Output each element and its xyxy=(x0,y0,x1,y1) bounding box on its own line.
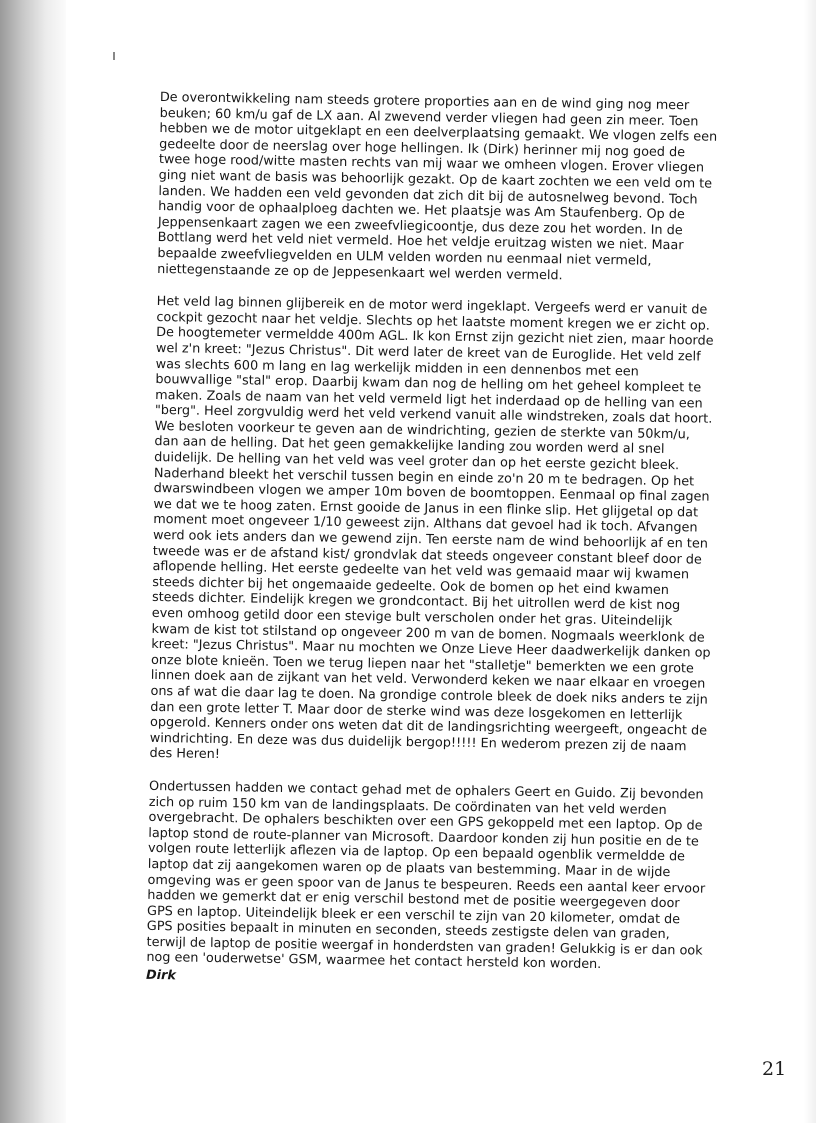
staple-mark xyxy=(113,52,115,60)
paragraph-2: Het veld lag binnen glijbereik en de motor werd ingeklapt. Vergeefs werd er vanuit de cockpit gezocht naar het veldje. Slechts op het laatste moment kregen we er zicht op. De hoogtemeter vermeldde 400m AGL. Ik kon Ernst zijn gezicht niet zien, maar hoorde wel z'n kreet: "Jezus Christus". Dit werd later de kreet van de Euroglide. Het veld zelf was slechts 600 m lang en lag werkelijk midden in een dennenbos met een bouwvallige "stal" erop. Daarbij kwam dan nog de helling om het geheel kompleet te maken. Zoals de naam van het veld vermeld ligt het inderdaad op de helling van een "berg". Heel zorgvuldig werd het veld verkend vanuit alle windstreken, zoals dat hoort. We besloten voorkeur te geven aan de windrichting, gezien de sterkte van 50km/u, dan aan de helling. Dat het geen gemakkelijke landing zou worden werd al snel duidelijk. De helling van het veld was veel groter dan op het eerste gezicht bleek. Naderhand bleekt het verschil tussen begin en einde zo'n 20 m te bedragen. Op het dwarswindbeen vlogen we amper 10m boven de boomtoppen. Eenmaal op final zagen we dat we te hoog zaten. Ernst gooide de Janus in een flinke slip. Het glijgetal op dat moment moet ongeveer 1/10 geweest zijn. Althans dat gevoel had ik toch. Afvangen werd ook iets anders dan we gewend zijn. Ten eerste nam de wind behoorlijk af en ten tweede was er de afstand kist/ grondvlak dat steeds ongeveer constant bleef door de aflopende helling. Het eerste gedeelte van het veld was gemaaid maar wij kwamen steeds dichter bij het ongemaaide gedeelte. Ook de bomen op het eind kwamen steeds dichter. Eindelijk kregen we grondcontact. Bij het uitrollen werd de kist nog even omhoog getild door een stevige bult verscholen onder het gras. Uiteindelijk kwam de kist tot stilstand op ongeveer 200 m van de bomen. Nogmaals weerklonk de kreet: "Jezus Christus". Maar nu mochten we Onze Lieve Heer daadwerkelijk danken op onze blote knieën. Toen we terug liepen naar het "stalletje" bemerkten we een grote linnen doek aan de zijkant van het veld. Verwonderd keken we naar elkaar en vroegen ons af wat die daar lag te doen. Na grondige controle bleek de doek niks anders te zijn dan een grote letter T. Maar door de sterke wind was deze losgekomen en letterlijk opgerold. Kenners onder ons weten dat dit de landingsrichting weergeeft, ongeacht de windrichting. En deze was dus duidelijk bergop!!!!! En wederom prezen zij de naam des Heren! xyxy=(149,294,714,763)
scan-shadow-right xyxy=(804,0,816,1123)
scan-shadow-left xyxy=(0,0,66,1123)
paragraph-1: De overontwikkeling nam steeds grotere proporties aan en de wind ging nog meer beuken; 60 km/u gaf de LX aan. Al zwevend verder vliegen had geen zin meer. Toen hebben we de motor uitgeklapt en een deelverplaatsing gemaakt. We vlogen zelfs een gedeelte door de neerslag over hoge hellingen. Ik (Dirk) herinner mij nog goed de twee hoge rood/witte masten rechts van mij waar we omheen vlogen. Erover vliegen ging niet want de basis was behoorlijk gezakt. Op de kaart zochten we een veld om te landen. We hadden een veld gevonden dat zich dit bij de autosnelweg bevond. Toch handig voor de ophaalploeg dachten we. Het plaatsje was Am Staufenberg. Op de Jeppensenkaart zagen we een zweefvliegicoontje, dus deze zou het worden. In de Bottlang werd het veld niet vermeld. Hoe het veldje eruitzag wisten we niet. Maar bepaalde zweefvliegvelden en ULM velden worden nu eenmaal niet vermeld, niettegenstaande ze op de Jeppesenkaart wel werden vermeld. xyxy=(157,90,718,283)
page-number: 21 xyxy=(762,1058,787,1080)
paragraph-3: Ondertussen hadden we contact gehad met de ophalers Geert en Guido. Zij bevonden zich op ruim 150 km van de landingsplaats. De coördinaten van het veld werden overgebracht. De ophalers beschikten over een GPS gekoppeld met een laptop. Op de laptop stond de route-planner van Microsoft. Daardoor konden zij hun positie en de te volgen route letterlijk aflezen via de laptop. Op een bepaald ogenblik vermeldde de laptop dat zij aangekomen waren op de plaats van bestemming. Maar in de wijde omgeving was er geen spoor van de Janus te bespeuren. Reeds een aantal keer ervoor hadden we gemerkt dat er enig verschil bestond met de positie weergegeven door GPS en laptop. Uiteindelijk bleek er een verschil te zijn van 20 kilometer, omdat de GPS posities bepaalt in minuten en seconden, steeds zestigste delen van graden, terwijl de laptop de positie weergaf in honderdsten van graden! Gelukkig is er dan ook nog een 'ouderwetse' GSM, waarmee het contact hersteld kon worden. xyxy=(146,778,706,973)
article-body xyxy=(146,90,720,992)
author-signature: Dirk xyxy=(145,967,177,984)
